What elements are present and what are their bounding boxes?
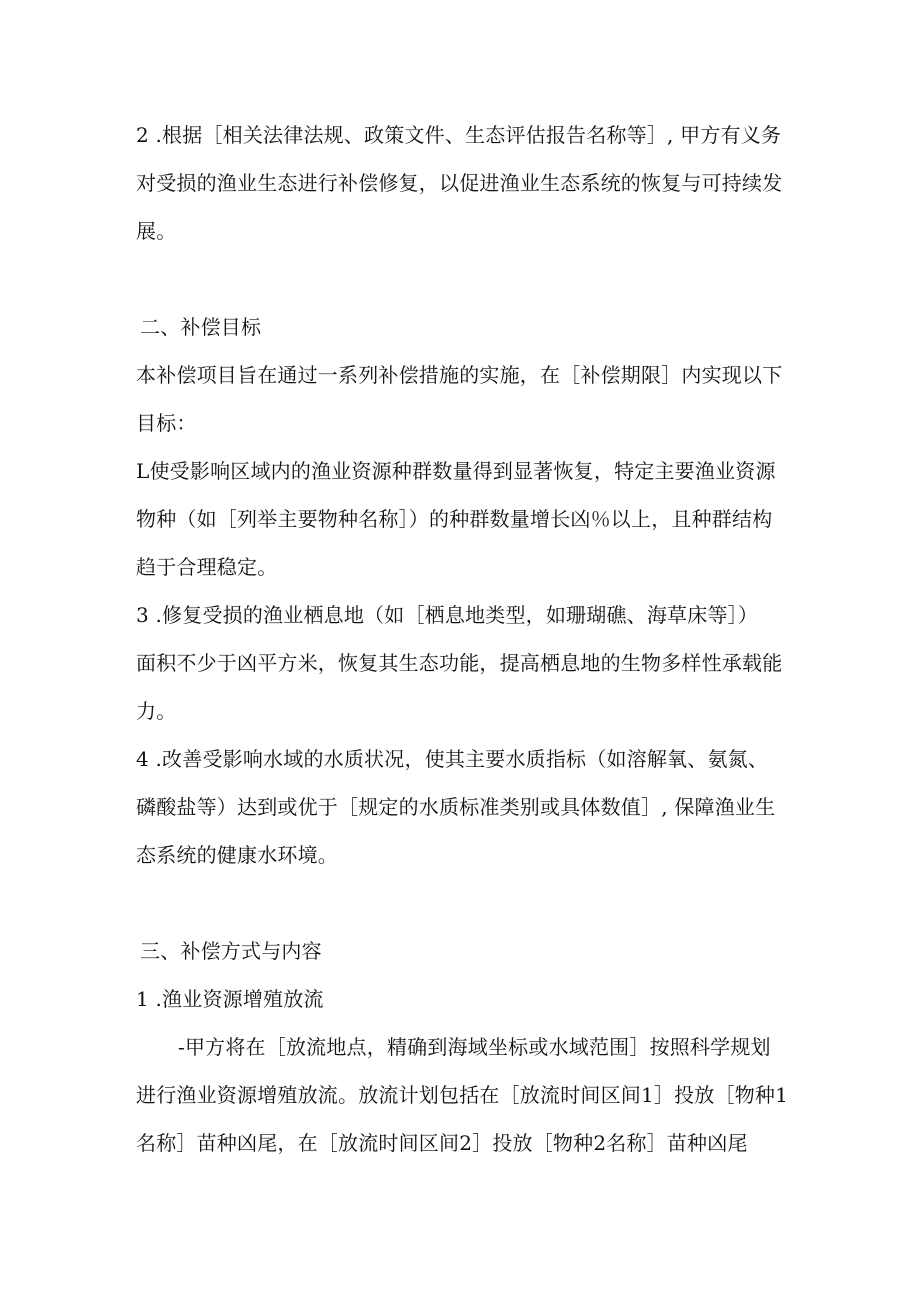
text-line: 对受损的渔业生态进行补偿修复，以促进渔业生态系统的恢复与可持续发 xyxy=(136,171,783,195)
text-line: 趋于合理稳定。 xyxy=(136,555,278,579)
text-line: 进行渔业资源增殖放流。放流计划包括在［放流时间区间1］投放［物种1 xyxy=(136,1083,789,1107)
text-line: 面积不少于凶平方米，恢复其生态功能，提高栖息地的生物多样性承载能 xyxy=(136,651,783,675)
section-heading: 三、补偿方式与内容 xyxy=(140,939,322,963)
text-line: 本补偿项目旨在通过一系列补偿措施的实施，在［补偿期限］内实现以下 xyxy=(136,363,783,387)
text-line: 名称］苗种凶尾，在［放流时间区间2］投放［物种2名称］苗种凶尾 xyxy=(136,1131,748,1155)
text-line: L使受影响区域内的渔业资源种群数量得到显著恢复，特定主要渔业资源 xyxy=(136,459,776,483)
text-line: 目标： xyxy=(136,411,197,435)
text-line: 物种（如［列举主要物种名称］）的种群数量增长凶％以上，且种群结构 xyxy=(136,507,773,531)
text-line: 2 .根据［相关法律法规、政策文件、生态评估报告名称等］, 甲方有义务 xyxy=(136,123,782,147)
text-line: 4 .改善受影响水域的水质状况，使其主要水质指标（如溶解氧、氨氮、 xyxy=(136,747,769,771)
text-line: 力。 xyxy=(136,699,177,723)
text-line: -甲方将在［放流地点，精确到海域坐标或水域范围］按照科学规划 xyxy=(178,1035,771,1059)
text-line: 磷酸盐等）达到或优于［规定的水质标准类别或具体数值］, 保障渔业生 xyxy=(136,795,776,819)
text-line: 展。 xyxy=(136,219,177,243)
section-heading: 二、补偿目标 xyxy=(140,315,262,339)
text-line: 1 .渔业资源增殖放流 xyxy=(136,987,324,1011)
text-line: 态系统的健康水环境。 xyxy=(136,843,338,867)
text-line: 3 .修复受损的渔业栖息地（如［栖息地类型，如珊瑚礁、海草床等］） xyxy=(136,603,759,627)
